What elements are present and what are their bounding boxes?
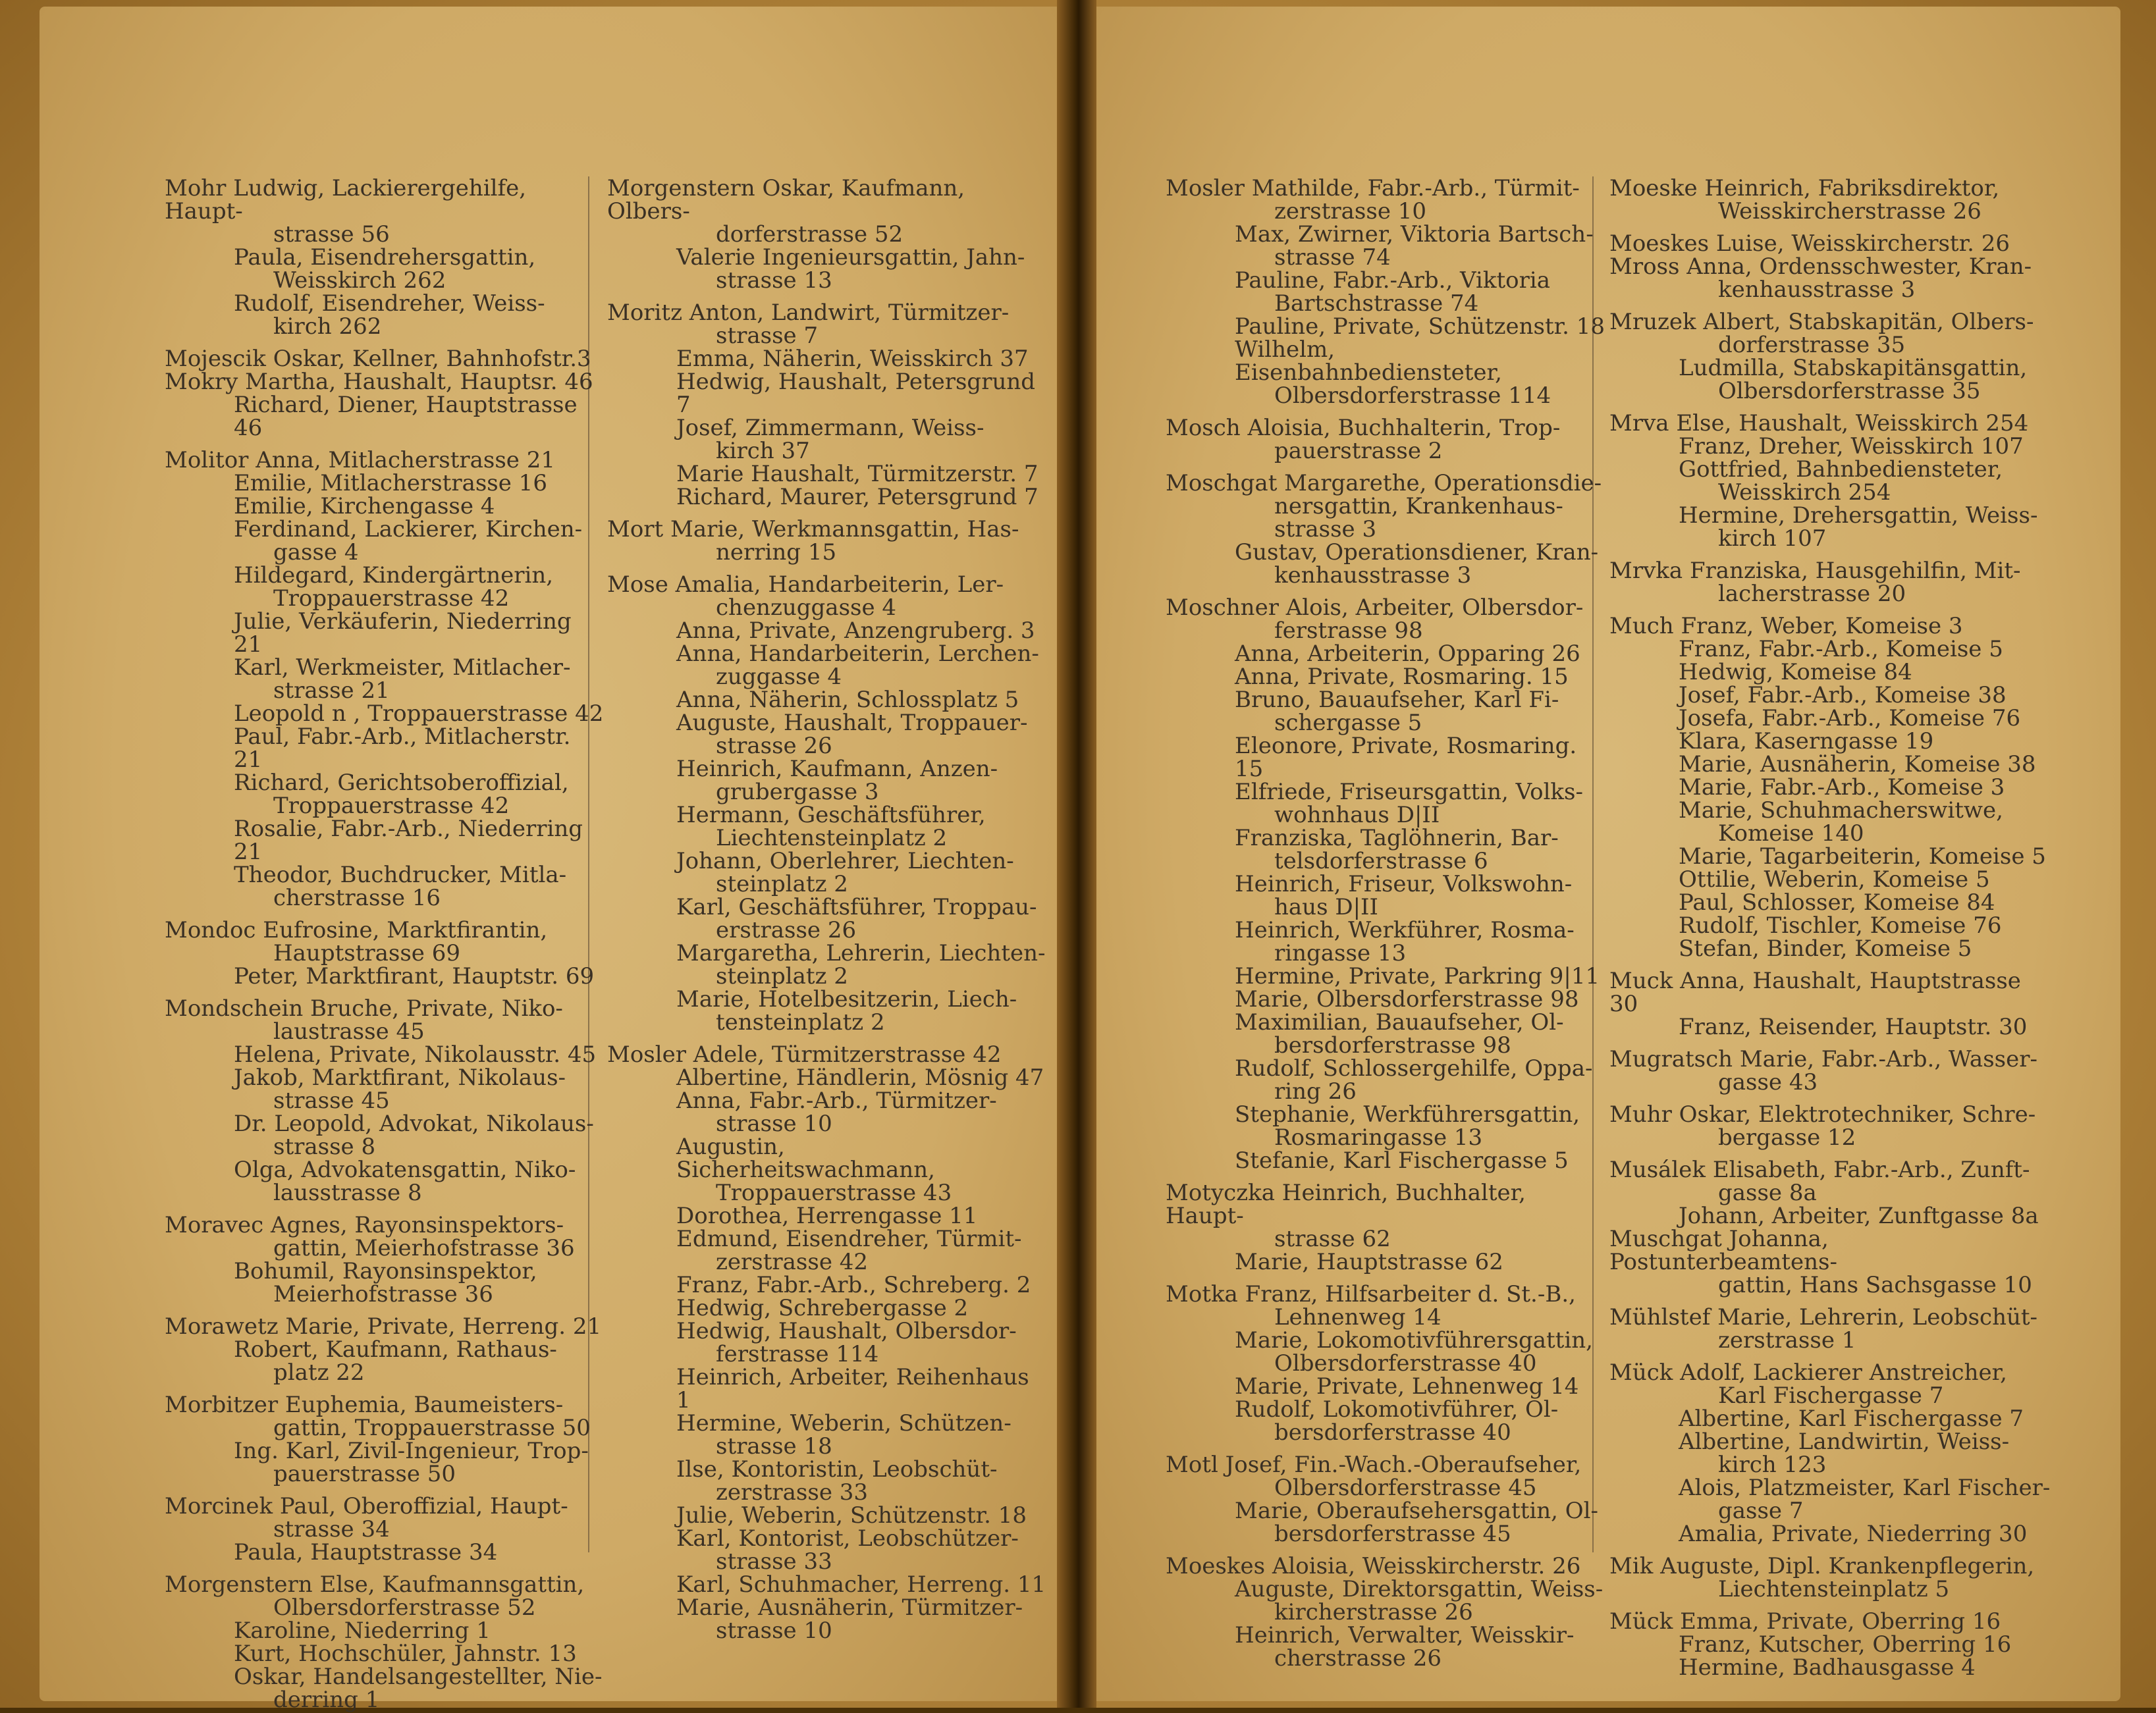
directory-entry: Moschgat Margarethe, Operationsdie- (1166, 470, 1602, 496)
directory-entry: Motyczka Heinrich, Buchhalter, Haupt- (1166, 1180, 1526, 1229)
directory-subentry: Anna, Näherin, Schlossplatz 5 (676, 687, 1019, 713)
directory-subentry: Rudolf, Eisendreher, Weiss- (234, 290, 545, 317)
directory-subentry: Leopold n , Troppauerstrasse 42 (234, 700, 604, 727)
directory-entry-continuation: Troppauerstrasse 42 (273, 585, 510, 612)
directory-entry-continuation: strasse 62 (1274, 1226, 1391, 1252)
directory-subentry: Marie, Ausnäherin, Türmitzer- (676, 1594, 1023, 1621)
directory-subentry: Albertine, Karl Fischergasse 7 (1679, 1406, 2024, 1432)
directory-entry: Moeskes Luise, Weisskircherstr. 26 (1609, 230, 2010, 257)
directory-entry-continuation: Olbersdorferstrasse 40 (1274, 1350, 1537, 1377)
directory-entry: Mondschein Bruche, Private, Niko- (165, 995, 563, 1022)
directory-entry: Morcinek Paul, Oberoffizial, Haupt- (165, 1493, 568, 1519)
directory-subentry: Alois, Platzmeister, Karl Fischer- (1679, 1475, 2051, 1501)
directory-subentry: Margaretha, Lehrerin, Liechten- (676, 940, 1046, 966)
directory-subentry: Anna, Handarbeiterin, Lerchen- (676, 641, 1039, 667)
directory-entry-continuation: bersdorferstrasse 45 (1274, 1521, 1511, 1547)
directory-subentry: Augustin, Sicherheitswachmann, (676, 1134, 935, 1183)
directory-subentry: Hermine, Weberin, Schützen- (676, 1410, 1011, 1436)
directory-entry: Moravec Agnes, Rayonsinspektors- (165, 1212, 564, 1238)
directory-subentry: Franz, Fabr.-Arb., Komeise 5 (1679, 636, 2003, 662)
directory-entry-continuation: nersgattin, Krankenhaus- (1274, 493, 1563, 519)
directory-column-1 (165, 168, 606, 1712)
directory-entry-continuation: Troppauerstrasse 43 (716, 1180, 952, 1206)
directory-entry-continuation: gasse 43 (1718, 1069, 1818, 1095)
directory-entry-continuation: kirch 37 (716, 438, 810, 464)
directory-entry: Moeskes Aloisia, Weisskircherstr. 26 (1166, 1553, 1581, 1579)
directory-entry-continuation: Komeise 140 (1718, 820, 1864, 847)
directory-entry-continuation: steinplatz 2 (716, 871, 848, 897)
directory-entry: Moritz Anton, Landwirt, Türmitzer- (607, 300, 1010, 326)
directory-subentry: Josef, Zimmermann, Weiss- (676, 415, 984, 441)
directory-subentry: Johann, Oberlehrer, Liechten- (676, 848, 1014, 874)
directory-subentry: Kurt, Hochschüler, Jahnstr. 13 (234, 1641, 577, 1667)
directory-entry-continuation: Weisskirch 262 (273, 267, 446, 294)
directory-subentry: Paul, Schlosser, Komeise 84 (1679, 889, 1995, 916)
directory-subentry: Bruno, Bauaufseher, Karl Fi- (1235, 687, 1559, 713)
directory-entry: Much Franz, Weber, Komeise 3 (1609, 613, 1963, 639)
directory-entry-continuation: Troppauerstrasse 42 (273, 793, 510, 819)
directory-subentry: Emilie, Kirchengasse 4 (234, 493, 495, 519)
directory-subentry: Karl, Geschäftsführer, Troppau- (676, 894, 1037, 920)
directory-entry-continuation: zuggasse 4 (716, 664, 842, 690)
directory-subentry: Paul, Fabr.-Arb., Mitlacherstr. 21 (234, 724, 571, 773)
directory-entry-continuation: strasse 26 (716, 733, 832, 759)
directory-subentry: Ilse, Kontoristin, Leobschüt- (676, 1456, 998, 1483)
directory-entry-continuation: zerstrasse 10 (1274, 198, 1427, 224)
directory-subentry: Klara, Kaserngasse 19 (1679, 728, 1934, 754)
directory-entry-continuation: gasse 4 (273, 539, 359, 566)
book-gutter (1057, 0, 1096, 1708)
directory-entry: Morbitzer Euphemia, Baumeisters- (165, 1392, 564, 1418)
directory-subentry: Karl, Werkmeister, Mitlacher- (234, 654, 571, 681)
directory-entry-continuation: strasse 10 (716, 1111, 832, 1137)
directory-entry: Mohr Ludwig, Lackierergehilfe, Haupt- (165, 175, 526, 224)
directory-subentry: Richard, Diener, Hauptstrasse 46 (234, 392, 578, 441)
directory-entry-continuation: ferstrasse 98 (1274, 618, 1423, 644)
directory-entry-continuation: strasse 34 (273, 1516, 390, 1542)
directory-entry-continuation: Rosmaringasse 13 (1274, 1124, 1483, 1151)
directory-entry-continuation: gattin, Meierhofstrasse 36 (273, 1235, 575, 1261)
directory-entry: Mrvka Franziska, Hausgehilfin, Mit- (1609, 558, 2021, 584)
directory-entry-continuation: chenzuggasse 4 (716, 594, 897, 621)
directory-entry: Muck Anna, Haushalt, Hauptstrasse 30 (1609, 968, 2021, 1017)
directory-entry-continuation: kenhausstrasse 3 (1718, 277, 1916, 303)
directory-entry-continuation: Olbersdorferstrasse 114 (1274, 382, 1551, 409)
directory-subentry: Gustav, Operationsdiener, Kran- (1235, 539, 1599, 566)
directory-entry-continuation: strasse 13 (716, 267, 832, 294)
directory-subentry: Hedwig, Haushalt, Petersgrund 7 (676, 369, 1036, 418)
directory-subentry: Rudolf, Schlossergehilfe, Oppa- (1235, 1055, 1593, 1082)
directory-subentry: Hermine, Private, Parkring 9|11 (1235, 963, 1600, 989)
directory-entry-continuation: derring 1 (273, 1687, 380, 1713)
directory-subentry: Helena, Private, Nikolausstr. 45 (234, 1041, 597, 1068)
directory-subentry: Wilhelm, Eisenbahnbediensteter, (1235, 336, 1502, 386)
directory-entry: Muschgat Johanna, Postunterbeamtens- (1609, 1226, 1837, 1275)
directory-subentry: Ing. Karl, Zivil-Ingenieur, Trop- (234, 1438, 589, 1464)
directory-subentry: Rudolf, Lokomotivführer, Ol- (1235, 1396, 1559, 1423)
directory-entry: Mondoc Eufrosine, Marktfirantin, (165, 917, 548, 943)
directory-entry-continuation: laustrasse 45 (273, 1018, 425, 1045)
directory-subentry: Marie, Lokomotivführersgattin, (1235, 1327, 1593, 1354)
directory-entry-continuation: strasse 74 (1274, 244, 1391, 271)
directory-entry-continuation: dorferstrasse 52 (716, 221, 903, 248)
directory-entry-continuation: kirch 262 (273, 313, 382, 340)
directory-entry-continuation: nerring 15 (716, 539, 837, 566)
directory-subentry: Anna, Private, Rosmaring. 15 (1235, 664, 1569, 690)
directory-entry-continuation: lausstrasse 8 (273, 1180, 422, 1206)
directory-subentry: Dorothea, Herrengasse 11 (676, 1203, 978, 1229)
directory-entry-continuation: schergasse 5 (1274, 710, 1422, 736)
directory-entry-continuation: tensteinplatz 2 (716, 1009, 885, 1036)
directory-subentry: Bohumil, Rayonsinspektor, (234, 1258, 537, 1284)
directory-subentry: Franz, Fabr.-Arb., Schreberg. 2 (676, 1272, 1031, 1298)
directory-entry-continuation: bersdorferstrasse 98 (1274, 1032, 1511, 1059)
directory-subentry: Karl, Schuhmacher, Herreng. 11 (676, 1571, 1046, 1598)
directory-entry-continuation: bergasse 12 (1718, 1124, 1856, 1151)
directory-entry-continuation: strasse 21 (273, 677, 390, 704)
directory-subentry: Elfriede, Friseursgattin, Volks- (1235, 779, 1583, 805)
directory-entry-continuation: Olbersdorferstrasse 52 (273, 1594, 536, 1621)
directory-entry: Mosch Aloisia, Buchhalterin, Trop- (1166, 415, 1561, 441)
directory-subentry: Marie, Schuhmacherswitwe, (1679, 797, 2003, 824)
directory-entry: Mrva Else, Haushalt, Weisskirch 254 (1609, 410, 2029, 436)
directory-entry-continuation: ring 26 (1274, 1078, 1357, 1105)
directory-subentry: Franz, Dreher, Weisskirch 107 (1679, 433, 2024, 460)
directory-subentry: Karl, Kontorist, Leobschützer- (676, 1525, 1019, 1552)
directory-subentry: Julie, Weberin, Schützenstr. 18 (676, 1502, 1027, 1529)
directory-entry-continuation: strasse 10 (716, 1618, 832, 1644)
directory-subentry: Hedwig, Komeise 84 (1679, 659, 1912, 685)
directory-subentry: Pauline, Fabr.-Arb., Viktoria (1235, 267, 1550, 294)
directory-entry-continuation: pauerstrasse 2 (1274, 438, 1443, 464)
directory-subentry: Emma, Näherin, Weisskirch 37 (676, 346, 1029, 372)
directory-subentry: Gottfried, Bahnbediensteter, (1679, 456, 2003, 483)
directory-subentry: Marie, Olbersdorferstrasse 98 (1235, 986, 1579, 1013)
directory-entry-continuation: Liechtensteinplatz 5 (1718, 1576, 1950, 1602)
directory-subentry: Marie Haushalt, Türmitzerstr. 7 (676, 461, 1038, 487)
directory-subentry: Anna, Fabr.-Arb., Türmitzer- (676, 1088, 997, 1114)
directory-entry: Mühlstef Marie, Lehrerin, Leobschüt- (1609, 1304, 2038, 1331)
directory-entry-continuation: Olbersdorferstrasse 35 (1718, 378, 1981, 404)
directory-subentry: Stephanie, Werkführersgattin, (1235, 1101, 1580, 1128)
directory-subentry: Hedwig, Schrebergasse 2 (676, 1295, 969, 1321)
directory-entry: Mruzek Albert, Stabskapitän, Olbers- (1609, 309, 2034, 335)
directory-entry-continuation: Bartschstrasse 74 (1274, 290, 1479, 317)
directory-entry-continuation: grubergasse 3 (716, 779, 879, 805)
directory-subentry: Maximilian, Bauaufseher, Ol- (1235, 1009, 1564, 1036)
directory-entry-continuation: strasse 33 (716, 1548, 832, 1575)
directory-subentry: Hildegard, Kindergärtnerin, (234, 562, 554, 589)
directory-subentry: Rudolf, Tischler, Komeise 76 (1679, 912, 2002, 939)
directory-subentry: Paula, Eisendrehersgattin, (234, 244, 536, 271)
directory-entry-continuation: steinplatz 2 (716, 963, 848, 989)
directory-subentry: Theodor, Buchdrucker, Mitla- (234, 862, 567, 888)
directory-subentry: Robert, Kaufmann, Rathaus- (234, 1336, 557, 1363)
directory-entry: Mück Emma, Private, Oberring 16 (1609, 1608, 2001, 1635)
directory-entry-continuation: erstrasse 26 (716, 917, 857, 943)
directory-entry: Mück Adolf, Lackierer Anstreicher, (1609, 1359, 2007, 1386)
directory-subentry: Auguste, Haushalt, Troppauer- (676, 710, 1028, 736)
directory-subentry: Johann, Arbeiter, Zunftgasse 8a (1679, 1203, 2039, 1229)
directory-entry: Mokry Martha, Haushalt, Hauptsr. 46 (165, 369, 593, 395)
directory-subentry: Emilie, Mitlacherstrasse 16 (234, 470, 547, 496)
directory-column-3 (1166, 168, 1607, 1670)
directory-subentry: Hermann, Geschäftsführer, (676, 802, 986, 828)
directory-subentry: Oskar, Handelsangestellter, Nie- (234, 1664, 603, 1690)
directory-subentry: Anna, Arbeiterin, Opparing 26 (1235, 641, 1580, 667)
directory-subentry: Richard, Maurer, Petersgrund 7 (676, 484, 1038, 510)
directory-entry-continuation: zerstrasse 33 (716, 1479, 869, 1506)
directory-entry-continuation: Hauptstrasse 69 (273, 940, 460, 966)
directory-subentry: Jakob, Marktfirant, Nikolaus- (234, 1065, 566, 1091)
directory-column-2 (607, 168, 1048, 1643)
directory-subentry: Marie, Tagarbeiterin, Komeise 5 (1679, 843, 2046, 870)
directory-entry: Mugratsch Marie, Fabr.-Arb., Wasser- (1609, 1046, 2037, 1072)
directory-subentry: Ottilie, Weberin, Komeise 5 (1679, 866, 1990, 893)
directory-subentry: Marie, Oberaufsehersgattin, Ol- (1235, 1498, 1598, 1524)
directory-entry-continuation: gattin, Troppauerstrasse 50 (273, 1415, 591, 1441)
directory-subentry: Richard, Gerichtsoberoffizial, (234, 770, 569, 796)
directory-entry-continuation: Weisskirch 254 (1718, 479, 1891, 506)
directory-subentry: Albertine, Händlerin, Mösnig 47 (676, 1065, 1044, 1091)
directory-subentry: Josef, Fabr.-Arb., Komeise 38 (1679, 682, 2007, 708)
directory-column-4 (1609, 168, 2051, 1679)
directory-subentry: Paula, Hauptstrasse 34 (234, 1539, 498, 1566)
directory-entry: Mik Auguste, Dipl. Krankenpflegerin, (1609, 1553, 2035, 1579)
directory-subentry: Heinrich, Verwalter, Weisskir- (1235, 1622, 1575, 1648)
directory-entry: Molitor Anna, Mitlacherstrasse 21 (165, 447, 555, 473)
directory-entry-continuation: gasse 7 (1718, 1498, 1804, 1524)
directory-subentry: Ludmilla, Stabskapitänsgattin, (1679, 355, 2028, 381)
directory-subentry: Franz, Kutscher, Oberring 16 (1679, 1631, 2012, 1658)
directory-entry: Musálek Elisabeth, Fabr.-Arb., Zunft- (1609, 1157, 2030, 1183)
directory-subentry: Heinrich, Arbeiter, Reihenhaus 1 (676, 1364, 1029, 1413)
directory-entry: Morawetz Marie, Private, Herreng. 21 (165, 1313, 602, 1340)
directory-subentry: Marie, Ausnäherin, Komeise 38 (1679, 751, 2036, 777)
directory-subentry: Pauline, Private, Schützenstr. 18 (1235, 313, 1605, 340)
directory-entry-continuation: Olbersdorferstrasse 45 (1274, 1475, 1537, 1501)
directory-entry: Mojescik Oskar, Kellner, Bahnhofstr.3 (165, 346, 591, 372)
directory-subentry: Franziska, Taglöhnerin, Bar- (1235, 825, 1559, 851)
directory-subentry: Julie, Verkäuferin, Niederring 21 (234, 608, 572, 658)
directory-entry-continuation: gattin, Hans Sachsgasse 10 (1718, 1272, 2032, 1298)
directory-subentry: Hedwig, Haushalt, Olbersdor- (676, 1318, 1017, 1344)
directory-subentry: Edmund, Eisendreher, Türmit- (676, 1226, 1022, 1252)
directory-subentry: Heinrich, Friseur, Volkswohn- (1235, 871, 1573, 897)
directory-subentry: Olga, Advokatensgattin, Niko- (234, 1157, 576, 1183)
directory-entry: Mosler Mathilde, Fabr.-Arb., Türmit- (1166, 175, 1580, 201)
directory-entry-continuation: strasse 18 (716, 1433, 832, 1460)
directory-subentry: Valerie Ingenieursgattin, Jahn- (676, 244, 1025, 271)
directory-entry: Mosler Adele, Türmitzerstrasse 42 (607, 1041, 1002, 1068)
directory-subentry: Marie, Hotelbesitzerin, Liech- (676, 986, 1017, 1013)
directory-entry-continuation: dorferstrasse 35 (1718, 332, 1906, 358)
directory-entry-continuation: strasse 56 (273, 221, 390, 248)
directory-entry-continuation: telsdorferstrasse 6 (1274, 848, 1488, 874)
directory-subentry: Franz, Reisender, Hauptstr. 30 (1679, 1014, 2028, 1040)
directory-entry-continuation: platz 22 (273, 1359, 365, 1386)
directory-entry-continuation: strasse 3 (1274, 516, 1377, 542)
directory-entry-continuation: zerstrasse 1 (1718, 1327, 1856, 1354)
directory-entry: Muhr Oskar, Elektrotechniker, Schre- (1609, 1101, 2036, 1128)
directory-entry-continuation: Liechtensteinplatz 2 (716, 825, 948, 851)
directory-subentry: Hermine, Badhausgasse 4 (1679, 1654, 1976, 1681)
directory-entry-continuation: ringasse 13 (1274, 940, 1407, 966)
directory-subentry: Heinrich, Kaufmann, Anzen- (676, 756, 998, 782)
directory-entry-continuation: cherstrasse 26 (1274, 1645, 1442, 1672)
directory-subentry: Marie, Fabr.-Arb., Komeise 3 (1679, 774, 2005, 801)
directory-entry: Mose Amalia, Handarbeiterin, Ler- (607, 571, 1004, 598)
directory-subentry: Eleonore, Private, Rosmaring. 15 (1235, 733, 1577, 782)
directory-entry-continuation: bersdorferstrasse 40 (1274, 1419, 1511, 1446)
directory-entry-continuation: Lehnenweg 14 (1274, 1304, 1442, 1331)
directory-entry-continuation: lacherstrasse 20 (1718, 581, 1906, 607)
directory-entry-continuation: Weisskircherstrasse 26 (1718, 198, 1981, 224)
directory-subentry: Josefa, Fabr.-Arb., Komeise 76 (1679, 705, 2021, 731)
directory-subentry: Rosalie, Fabr.-Arb., Niederring 21 (234, 816, 583, 865)
directory-entry: Moschner Alois, Arbeiter, Olbersdor- (1166, 594, 1584, 621)
directory-subentry: Anna, Private, Anzengruberg. 3 (676, 618, 1035, 644)
directory-entry-continuation: gasse 8a (1718, 1180, 1817, 1206)
directory-entry-continuation: strasse 45 (273, 1088, 390, 1114)
directory-subentry: Amalia, Private, Niederring 30 (1679, 1521, 2028, 1547)
directory-entry-continuation: kirch 107 (1718, 525, 1827, 552)
directory-entry-continuation: wohnhaus D|II (1274, 802, 1440, 828)
directory-entry-continuation: strasse 8 (273, 1134, 376, 1160)
directory-subentry: Hermine, Drehersgattin, Weiss- (1679, 502, 2038, 529)
directory-subentry: Auguste, Direktorsgattin, Weiss- (1235, 1576, 1604, 1602)
directory-entry-continuation: cherstrasse 16 (273, 885, 441, 911)
directory-subentry: Max, Zwirner, Viktoria Bartsch- (1235, 221, 1594, 248)
directory-subentry: Marie, Hauptstrasse 62 (1235, 1249, 1503, 1275)
directory-entry-continuation: pauerstrasse 50 (273, 1461, 456, 1487)
directory-entry-continuation: Karl Fischergasse 7 (1718, 1383, 1944, 1409)
directory-subentry: Heinrich, Werkführer, Rosma- (1235, 917, 1575, 943)
directory-entry: Moeske Heinrich, Fabriksdirektor, (1609, 175, 2000, 201)
directory-entry-continuation: zerstrasse 42 (716, 1249, 869, 1275)
directory-entry: Motka Franz, Hilfsarbeiter d. St.-B., (1166, 1281, 1576, 1307)
directory-entry-continuation: ferstrasse 114 (716, 1341, 879, 1367)
directory-entry: Morgenstern Oskar, Kaufmann, Olbers- (607, 175, 965, 224)
directory-entry-continuation: Meierhofstrasse 36 (273, 1281, 493, 1307)
directory-entry-continuation: strasse 7 (716, 323, 819, 349)
directory-entry: Mross Anna, Ordensschwester, Kran- (1609, 253, 2032, 280)
directory-entry-continuation: kenhausstrasse 3 (1274, 562, 1472, 589)
directory-subentry: Albertine, Landwirtin, Weiss- (1679, 1429, 2010, 1455)
directory-subentry: Peter, Marktfirant, Hauptstr. 69 (234, 963, 595, 989)
directory-entry-continuation: kircherstrasse 26 (1274, 1599, 1473, 1625)
directory-subentry: Stefan, Binder, Komeise 5 (1679, 936, 1972, 962)
directory-subentry: Karoline, Niederring 1 (234, 1618, 491, 1644)
directory-subentry: Marie, Private, Lehnenweg 14 (1235, 1373, 1579, 1400)
directory-subentry: Dr. Leopold, Advokat, Nikolaus- (234, 1111, 594, 1137)
directory-entry-continuation: kirch 123 (1718, 1452, 1827, 1478)
directory-entry: Mort Marie, Werkmannsgattin, Has- (607, 516, 1019, 542)
directory-entry-continuation: haus D|II (1274, 894, 1378, 920)
directory-entry: Morgenstern Else, Kaufmannsgattin, (165, 1571, 585, 1598)
directory-subentry: Stefanie, Karl Fischergasse 5 (1235, 1147, 1569, 1174)
directory-entry: Motl Josef, Fin.-Wach.-Oberaufseher, (1166, 1452, 1582, 1478)
directory-subentry: Ferdinand, Lackierer, Kirchen- (234, 516, 583, 542)
